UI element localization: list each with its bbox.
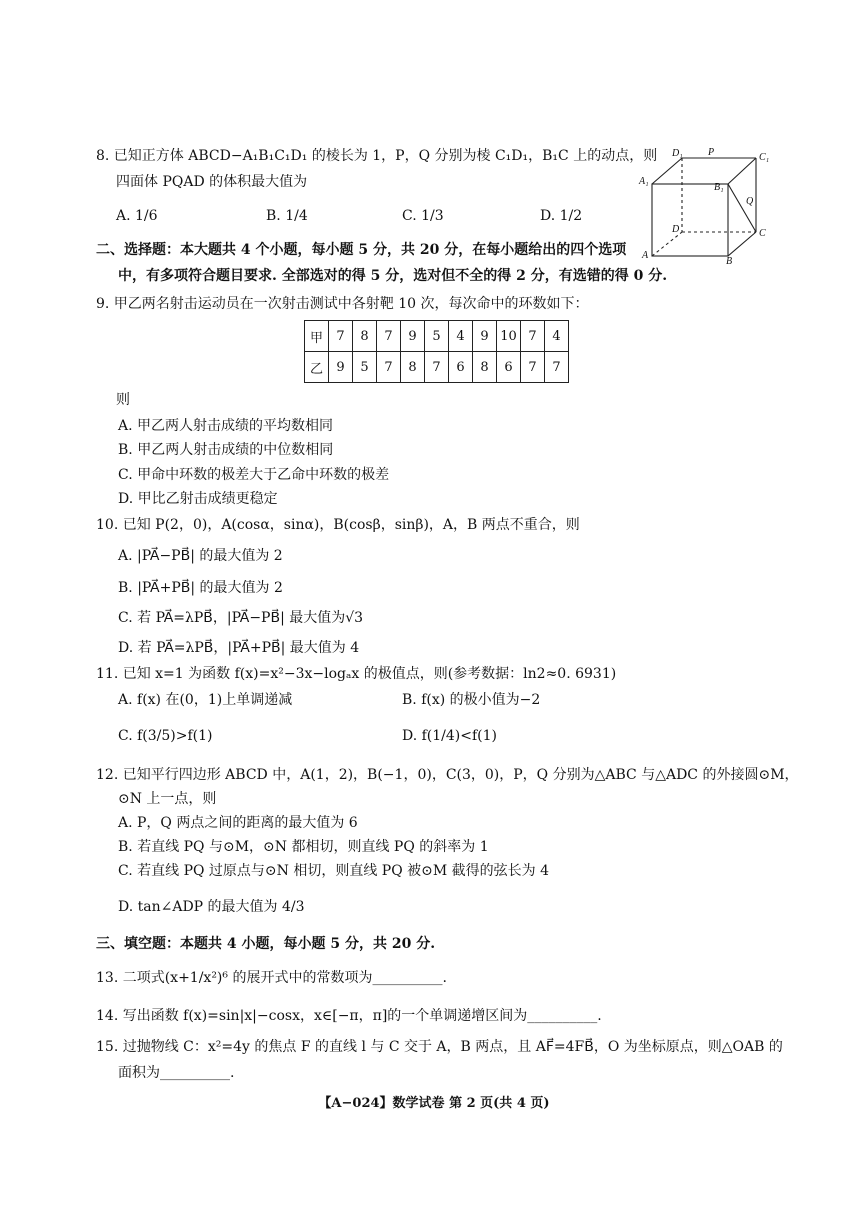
q12-option-a: A. P，Q 两点之间的距离的最大值为 6	[118, 815, 358, 831]
label-a: A	[642, 250, 649, 261]
q11-option-a: A. f(x) 在(0，1)上单调递减	[118, 692, 293, 708]
q8-option-a: A. 1/6	[116, 208, 158, 224]
q10-stem: 10. 已知 P(2，0)，A(cosα，sinα)，B(cosβ，sinβ)，A，B 两点不重合，则	[96, 517, 580, 533]
q10-option-d: D. 若 PA⃗=λPB⃗，|PA⃗+PB⃗| 最大值为 4	[118, 640, 360, 656]
q8-stem-line2: 四面体 PQAD 的体积最大值为	[116, 174, 308, 190]
q8-option-c: C. 1/3	[402, 208, 444, 224]
q9-option-b: B. 甲乙两人射击成绩的中位数相同	[118, 442, 334, 458]
table-cell: 5	[353, 352, 377, 383]
table-cell: 7	[329, 321, 353, 352]
label-d: D	[672, 224, 680, 235]
table-cell: 6	[497, 352, 521, 383]
section-2-line1: 二、选择题：本大题共 4 个小题，每小题 5 分，共 20 分，在每小题给出的四个选项	[96, 242, 627, 258]
q10-option-b: B. |PA⃗+PB⃗| 的最大值为 2	[118, 580, 283, 596]
table-row	[305, 321, 569, 352]
table-cell: 乙	[305, 352, 329, 383]
table-cell: 9	[473, 321, 497, 352]
q9-stem: 9. 甲乙两名射击运动员在一次射击测试中各射靶 10 次，每次命中的环数如下：	[96, 296, 589, 312]
table-cell: 7	[545, 352, 569, 383]
label-c1: C₁	[759, 152, 770, 163]
table-cell: 6	[449, 352, 473, 383]
page-footer: 【A−024】数学试卷 第 2 页(共 4 页)	[318, 1096, 550, 1111]
cube-figure	[638, 144, 778, 266]
q12-stem-line2: ⊙N 上一点，则	[118, 791, 217, 807]
label-d1: D₁	[672, 148, 683, 159]
q9-then: 则	[116, 392, 130, 408]
q11-option-c: C. f(3/5)>f(1)	[118, 728, 213, 744]
table-cell: 8	[353, 321, 377, 352]
table-cell: 9	[401, 321, 425, 352]
q12-option-b: B. 若直线 PQ 与⊙M，⊙N 都相切，则直线 PQ 的斜率为 1	[118, 839, 489, 855]
q14-stem: 14. 写出函数 f(x)=sin|x|−cosx，x∈[−π，π]的一个单调递增区间为__________.	[96, 1008, 602, 1024]
section-2-line2: 中，有多项符合题目要求. 全部选对的得 5 分，选对但不全的得 2 分，有选错的得 0 分.	[118, 268, 668, 284]
section-3-heading: 三、填空题：本题共 4 小题，每小题 5 分，共 20 分.	[96, 936, 436, 952]
table-cell: 甲	[305, 321, 329, 352]
table-cell: 7	[521, 321, 545, 352]
table-cell: 7	[521, 352, 545, 383]
label-q: Q	[746, 196, 754, 207]
table-cell: 7	[377, 321, 401, 352]
q15-stem-line1: 15. 过抛物线 C：x²=4y 的焦点 F 的直线 l 与 C 交于 A，B 两点，且 AF⃗=4FB⃗，O 为坐标原点，则△OAB 的	[96, 1039, 783, 1055]
q9-option-d: D. 甲比乙射击成绩更稳定	[118, 491, 278, 507]
q13-stem: 13. 二项式(x+1/x²)⁶ 的展开式中的常数项为__________.	[96, 970, 447, 986]
q9-score-table	[304, 320, 569, 383]
table-cell: 10	[497, 321, 521, 352]
label-a1: A₁	[639, 176, 649, 187]
label-p: P	[708, 147, 715, 158]
table-cell: 7	[377, 352, 401, 383]
q10-option-a: A. |PA⃗−PB⃗| 的最大值为 2	[118, 548, 283, 564]
q9-option-c: C. 甲命中环数的极差大于乙命中环数的极差	[118, 467, 390, 483]
table-cell: 4	[545, 321, 569, 352]
table-row	[305, 352, 569, 383]
q11-option-d: D. f(1/4)<f(1)	[402, 728, 498, 744]
q8-option-b: B. 1/4	[266, 208, 308, 224]
table-cell: 5	[425, 321, 449, 352]
q8-stem-line1: 8. 已知正方体 ABCD−A₁B₁C₁D₁ 的棱长为 1，P，Q 分别为棱 C₁D₁，B₁C 上的动点，则	[96, 148, 658, 164]
q15-stem-line2: 面积为__________.	[118, 1065, 235, 1081]
label-b: B	[726, 256, 733, 266]
q8-option-d: D. 1/2	[540, 208, 583, 224]
label-b1: B₁	[714, 182, 724, 193]
table-cell: 8	[473, 352, 497, 383]
q10-option-c: C. 若 PA⃗=λPB⃗，|PA⃗−PB⃗| 最大值为√3	[118, 610, 364, 626]
table-cell: 9	[329, 352, 353, 383]
q12-option-d: D. tan∠ADP 的最大值为 4/3	[118, 899, 305, 915]
q12-stem-line1: 12. 已知平行四边形 ABCD 中，A(1，2)，B(−1，0)，C(3，0)，P，Q 分别为△ABC 与△ADC 的外接圆⊙M，	[96, 767, 799, 783]
q11-stem: 11. 已知 x=1 为函数 f(x)=x²−3x−logₐx 的极值点，则(参考数据：ln2≈0. 6931)	[96, 666, 617, 682]
table-cell: 4	[449, 321, 473, 352]
q11-option-b: B. f(x) 的极小值为−2	[402, 692, 541, 708]
label-c: C	[759, 228, 766, 239]
table-cell: 7	[425, 352, 449, 383]
table-cell: 8	[401, 352, 425, 383]
q12-option-c: C. 若直线 PQ 过原点与⊙N 相切，则直线 PQ 被⊙M 截得的弦长为 4	[118, 863, 550, 879]
q9-option-a: A. 甲乙两人射击成绩的平均数相同	[118, 418, 334, 434]
